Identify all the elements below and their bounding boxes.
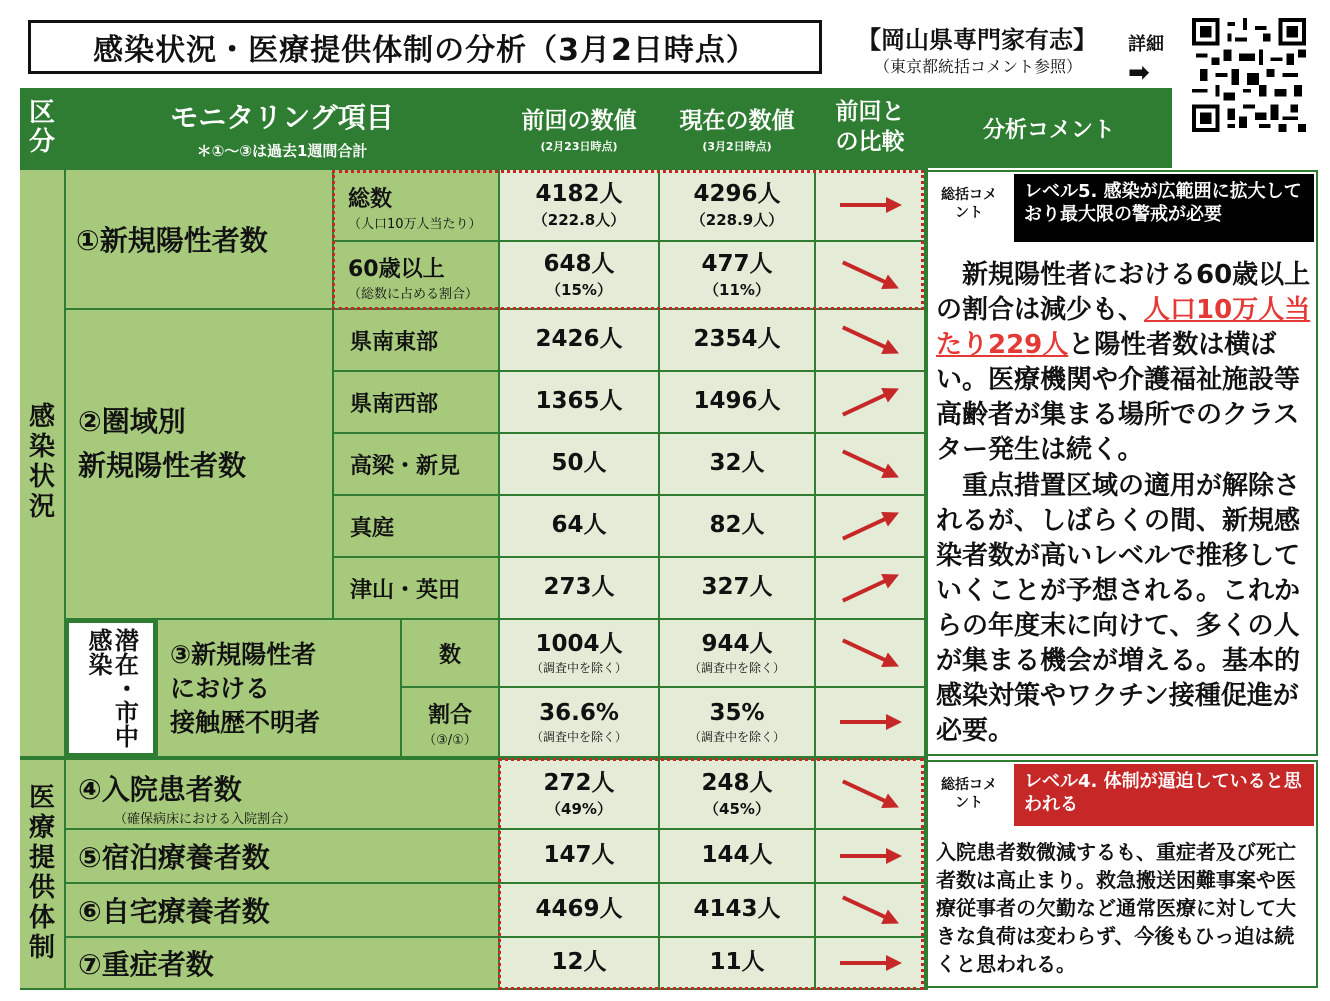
row2d-curr: 82人 (660, 496, 814, 556)
row2e-trend-arrow-icon (816, 558, 924, 618)
row1a-curr: 4296人 （228.9人） (660, 170, 814, 240)
org-name: 【岡山県専門家有志】 (857, 26, 1097, 54)
row2d-prev: 64人 (500, 496, 658, 556)
header-kubun: 区分 (20, 88, 64, 168)
row5-curr: 144人 (660, 830, 814, 882)
row2c-label: 高梁・新見 (334, 434, 498, 494)
row1b-label: 60歳以上 （総数に占める割合） (334, 242, 498, 308)
detail-label[interactable]: 詳細 (1128, 34, 1164, 55)
row3a-trend-arrow-icon (816, 620, 924, 686)
row1-title: ①新規陽性者数 (66, 170, 332, 308)
header-comment: 分析コメント (926, 88, 1172, 168)
row6-curr: 4143人 (660, 884, 814, 936)
section-medical: 医療提供体制 (20, 760, 64, 988)
row2e-curr: 327人 (660, 558, 814, 618)
row3a-prev: 1004人 （調査中を除く） (500, 620, 658, 686)
row2c-prev: 50人 (500, 434, 658, 494)
summary1-label: 総括コメント (941, 187, 997, 222)
row2d-label: 真庭 (334, 496, 498, 556)
row4-prev: 272人 （49%） (500, 760, 658, 828)
latent-label: 潜在・市中感染 (66, 620, 156, 756)
row6-title: ⑥自宅療養者数 (66, 884, 498, 936)
page-title: 感染状況・医療提供体制の分析（3月2日時点） (28, 20, 822, 74)
header-prev: 前回の数値 (2月23日時点) (500, 88, 658, 168)
row2a-trend-arrow-icon (816, 310, 924, 370)
summary1-badge: レベル5. 感染が広範囲に拡大しており最大限の警戒が必要 (1014, 174, 1314, 242)
row1b-prev: 648人 （15%） (500, 242, 658, 308)
row2a-prev: 2426人 (500, 310, 658, 370)
header-curr: 現在の数値 (3月2日時点) (660, 88, 814, 168)
summary2-label: 総括コメント (941, 777, 997, 812)
header-compare: 前回との比較 (816, 88, 924, 168)
row7-curr: 11人 (660, 938, 814, 988)
row2-title: ②圏域別 新規陽性者数 (66, 310, 332, 618)
row3-title: ③新規陽性者 における 接触歴不明者 (158, 620, 400, 756)
row5-prev: 147人 (500, 830, 658, 882)
row2e-label: 津山・英田 (334, 558, 498, 618)
row7-title: ⑦重症者数 (66, 938, 498, 988)
row3b-trend-arrow-icon (816, 688, 924, 756)
highlight-frame-medical (498, 758, 924, 990)
row2e-prev: 273人 (500, 558, 658, 618)
row5-title: ⑤宿泊療養者数 (66, 830, 498, 882)
row4-curr: 248人 （45%） (660, 760, 814, 828)
qr-code-icon[interactable] (1192, 18, 1306, 132)
row2b-trend-arrow-icon (816, 372, 924, 432)
comment1-text: 新規陽性者における60歳以上の割合は減少も、人口10万人当たり229人と陽性者数は横ばい。医療機関や介護福祉施設等高齢者が集まる場所でのクラスター発生は続く。 重点措置区域の適用が解除されるが、しばらくの間、新規感染者数が高いレベルで推移していくことが予想される。これからの年度末に向けて、多くの人が集まる機会が増える。基本的感染対策やワクチン接種促進が必要。 (936, 260, 1311, 747)
right-arrow-icon: ➡ (1128, 58, 1150, 88)
row3b-label: 割合 （③/①） (402, 688, 498, 756)
row2b-prev: 1365人 (500, 372, 658, 432)
row3a-curr: 944人 （調査中を除く） (660, 620, 814, 686)
header-item: モニタリング項目 ＊①～③は過去1週間合計 (66, 88, 498, 168)
row2c-curr: 32人 (660, 434, 814, 494)
row3a-label: 数 (402, 620, 498, 686)
row2b-curr: 1496人 (660, 372, 814, 432)
row2a-label: 県南東部 (334, 310, 498, 370)
row2b-label: 県南西部 (334, 372, 498, 432)
highlight-frame-row1 (332, 170, 924, 310)
row1b-curr: 477人 （11%） (660, 242, 814, 308)
row7-prev: 12人 (500, 938, 658, 988)
row2d-trend-arrow-icon (816, 496, 924, 556)
comment2-text: 入院患者数微減するも、重症者及び死亡者数は高止まり。救急搬送困難事案や医療従事者の欠勤など通常医療に対して大きな負荷は変わらず、今後もひっ迫は続くと思われる。 (936, 840, 1296, 976)
row2a-curr: 2354人 (660, 310, 814, 370)
row1a-label: 総数 （人口10万人当たり） (334, 170, 498, 240)
summary2-badge: レベル4. 体制が逼迫していると思われる (1014, 764, 1314, 826)
row3b-prev: 36.6% （調査中を除く） (500, 688, 658, 756)
row6-prev: 4469人 (500, 884, 658, 936)
org-note: （東京都統括コメント参照） (873, 57, 1082, 76)
row4-title: ④入院患者数 （確保病床における入院割合） (66, 760, 498, 828)
section-infection: 感染状況 (20, 170, 64, 756)
row1a-prev: 4182人 （222.8人） (500, 170, 658, 240)
row2c-trend-arrow-icon (816, 434, 924, 494)
row3b-curr: 35% （調査中を除く） (660, 688, 814, 756)
